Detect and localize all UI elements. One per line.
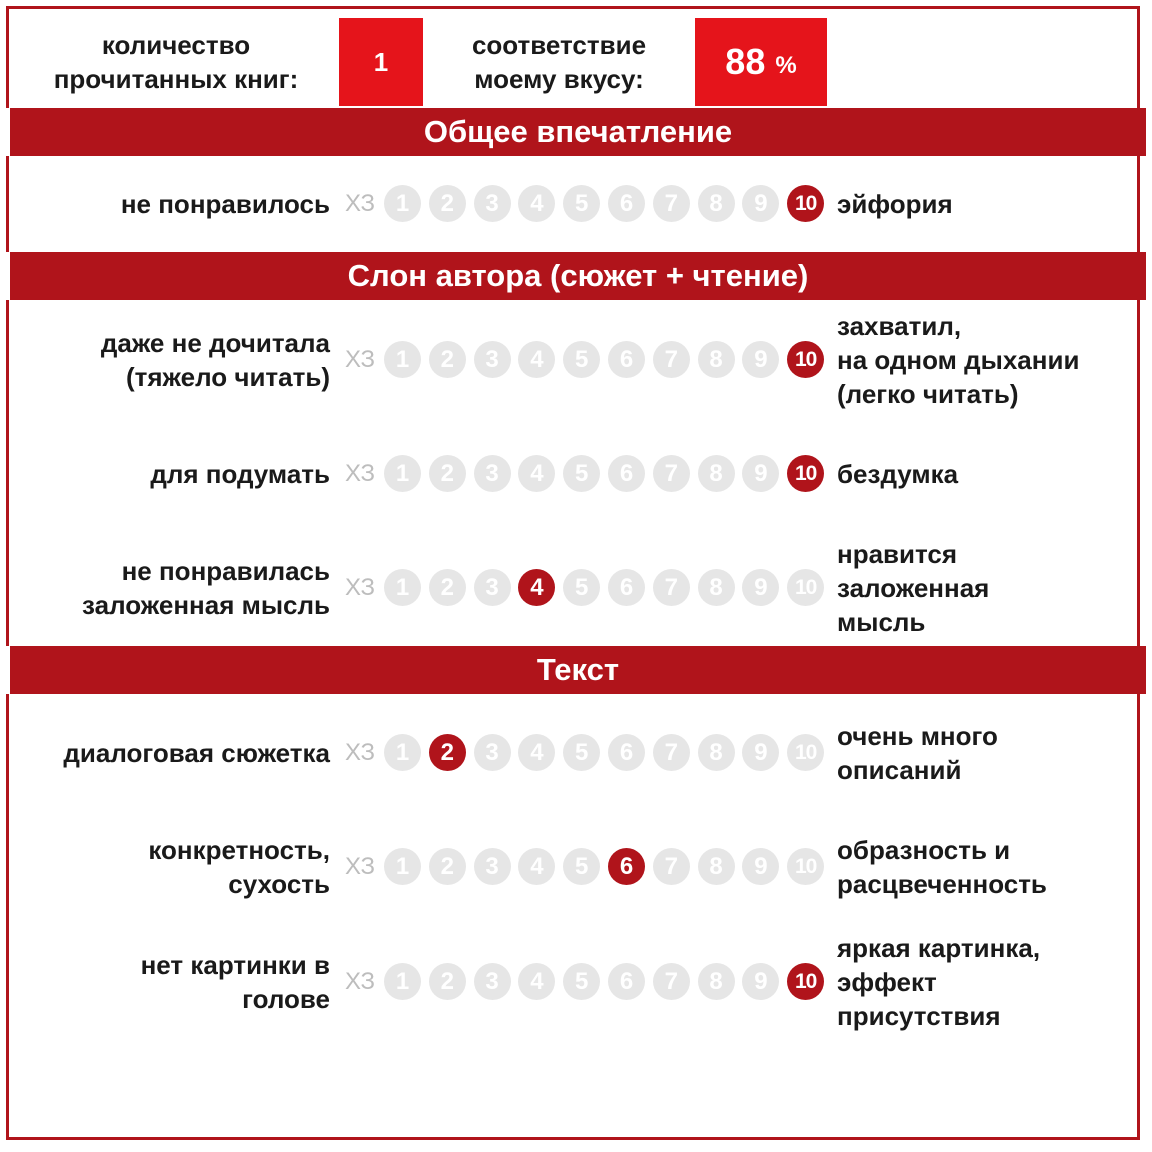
- rating-option-2[interactable]: 2: [429, 341, 466, 378]
- rating-option-7[interactable]: 7: [653, 734, 690, 771]
- rating-option-9[interactable]: 9: [742, 185, 779, 222]
- rating-option-9[interactable]: 9: [742, 734, 779, 771]
- rating-option-2[interactable]: 2: [429, 185, 466, 222]
- high-end-label: эйфория: [837, 189, 953, 219]
- rating-option-3[interactable]: 3: [474, 848, 511, 885]
- taste-match-label: соответствие моему вкусу:: [471, 30, 647, 94]
- high-end-label: образность и расцвеченность: [837, 835, 1047, 899]
- rating-option-6[interactable]: 6: [608, 185, 645, 222]
- rating-option-5[interactable]: 5: [563, 963, 600, 1000]
- rating-option-10[interactable]: 10: [787, 185, 824, 222]
- rating-option-10[interactable]: 10: [787, 848, 824, 885]
- rating-option-1[interactable]: 1: [384, 455, 421, 492]
- rating-option-8[interactable]: 8: [698, 734, 735, 771]
- rating-row: [15, 922, 1140, 1042]
- low-end-label: конкретность, сухость: [148, 835, 330, 899]
- high-end-label: очень много описаний: [837, 721, 998, 785]
- rating-option-1[interactable]: 1: [384, 848, 421, 885]
- rating-option-4[interactable]: 4: [518, 734, 555, 771]
- high-end-label: захватил, на одном дыхании (легко читать): [837, 311, 1080, 409]
- low-end-label: даже не дочитала (тяжело читать): [100, 328, 330, 392]
- rating-option-3[interactable]: 3: [474, 734, 511, 771]
- rating-option-8[interactable]: 8: [698, 455, 735, 492]
- rating-option-2[interactable]: 2: [429, 848, 466, 885]
- rating-option-8[interactable]: 8: [698, 848, 735, 885]
- rating-option-7[interactable]: 7: [653, 341, 690, 378]
- rating-option-4[interactable]: 4: [518, 455, 555, 492]
- rating-option-3[interactable]: 3: [474, 455, 511, 492]
- dont-know-option[interactable]: ХЗ: [345, 190, 375, 217]
- rating-option-5[interactable]: 5: [563, 848, 600, 885]
- rating-option-8[interactable]: 8: [698, 569, 735, 606]
- rating-option-10[interactable]: 10: [787, 963, 824, 1000]
- rating-option-10[interactable]: 10: [787, 455, 824, 492]
- rating-option-4[interactable]: 4: [518, 341, 555, 378]
- rating-row: [15, 814, 1140, 920]
- low-end-label: диалоговая сюжетка: [63, 738, 330, 768]
- rating-option-2[interactable]: 2: [429, 455, 466, 492]
- taste-match-value: 88 %: [695, 18, 827, 106]
- high-end-label: бездумка: [837, 459, 959, 489]
- rating-option-10[interactable]: 10: [787, 569, 824, 606]
- rating-option-2[interactable]: 2: [429, 569, 466, 606]
- high-end-label: яркая картинка, эффект присутствия: [837, 933, 1041, 1031]
- rating-option-7[interactable]: 7: [653, 963, 690, 1000]
- rating-option-10[interactable]: 10: [787, 734, 824, 771]
- rating-option-5[interactable]: 5: [563, 455, 600, 492]
- rating-option-6[interactable]: 6: [608, 963, 645, 1000]
- rating-option-7[interactable]: 7: [653, 569, 690, 606]
- rating-option-1[interactable]: 1: [384, 734, 421, 771]
- rating-option-8[interactable]: 8: [698, 963, 735, 1000]
- dont-know-option[interactable]: ХЗ: [345, 574, 375, 601]
- rating-scale: [343, 847, 833, 887]
- rating-option-4[interactable]: 4: [518, 963, 555, 1000]
- low-end-label: не понравилось: [120, 189, 330, 219]
- rating-option-5[interactable]: 5: [563, 185, 600, 222]
- dont-know-option[interactable]: ХЗ: [345, 346, 375, 373]
- low-end-label: нет картинки в голове: [140, 950, 330, 1014]
- rating-option-6[interactable]: 6: [608, 848, 645, 885]
- rating-scale: [343, 184, 833, 224]
- rating-option-9[interactable]: 9: [742, 569, 779, 606]
- rating-option-2[interactable]: 2: [429, 963, 466, 1000]
- rating-option-7[interactable]: 7: [653, 848, 690, 885]
- stats-bar: [15, 18, 1140, 106]
- rating-row: [15, 700, 1140, 806]
- rating-option-8[interactable]: 8: [698, 341, 735, 378]
- books-count-label: количество прочитанных книг:: [53, 30, 299, 94]
- rating-option-3[interactable]: 3: [474, 185, 511, 222]
- section-title-plot: Слон автора (сюжет + чтение): [10, 252, 1146, 300]
- books-count-value: 1: [339, 18, 423, 106]
- rating-option-9[interactable]: 9: [742, 455, 779, 492]
- rating-option-6[interactable]: 6: [608, 569, 645, 606]
- rating-option-3[interactable]: 3: [474, 569, 511, 606]
- rating-option-4[interactable]: 4: [518, 848, 555, 885]
- section-title-overall: Общее впечатление: [10, 108, 1146, 156]
- low-end-label: не понравилась заложенная мысль: [82, 556, 330, 620]
- rating-option-3[interactable]: 3: [474, 341, 511, 378]
- rating-option-7[interactable]: 7: [653, 455, 690, 492]
- low-end-label: для подумать: [150, 459, 330, 489]
- dont-know-option[interactable]: ХЗ: [345, 739, 375, 766]
- dont-know-option[interactable]: ХЗ: [345, 853, 375, 880]
- rating-option-1[interactable]: 1: [384, 185, 421, 222]
- rating-option-4[interactable]: 4: [518, 569, 555, 606]
- rating-scale: [343, 454, 833, 494]
- rating-option-10[interactable]: 10: [787, 341, 824, 378]
- rating-row: [15, 428, 1140, 520]
- rating-option-2[interactable]: 2: [429, 734, 466, 771]
- rating-scale: [343, 340, 833, 380]
- rating-option-8[interactable]: 8: [698, 185, 735, 222]
- dont-know-option[interactable]: ХЗ: [345, 968, 375, 995]
- rating-option-9[interactable]: 9: [742, 848, 779, 885]
- rating-option-4[interactable]: 4: [518, 185, 555, 222]
- rating-option-6[interactable]: 6: [608, 734, 645, 771]
- rating-option-7[interactable]: 7: [653, 185, 690, 222]
- rating-option-6[interactable]: 6: [608, 455, 645, 492]
- rating-option-5[interactable]: 5: [563, 569, 600, 606]
- rating-row: [15, 530, 1140, 646]
- high-end-label: нравится заложенная мысль: [837, 539, 990, 637]
- rating-option-1[interactable]: 1: [384, 341, 421, 378]
- rating-option-1[interactable]: 1: [384, 963, 421, 1000]
- rating-option-9[interactable]: 9: [742, 963, 779, 1000]
- rating-scale: [343, 733, 833, 773]
- percent-sign: %: [775, 52, 797, 79]
- rating-scale: [343, 962, 833, 1002]
- rating-option-3[interactable]: 3: [474, 963, 511, 1000]
- rating-row: [15, 302, 1140, 418]
- rating-option-5[interactable]: 5: [563, 734, 600, 771]
- section-title-text: Текст: [10, 646, 1146, 694]
- rating-option-9[interactable]: 9: [742, 341, 779, 378]
- dont-know-option[interactable]: ХЗ: [345, 460, 375, 487]
- rating-option-1[interactable]: 1: [384, 569, 421, 606]
- rating-option-5[interactable]: 5: [563, 341, 600, 378]
- rating-row: [15, 158, 1140, 250]
- rating-option-6[interactable]: 6: [608, 341, 645, 378]
- rating-scale: [343, 568, 833, 608]
